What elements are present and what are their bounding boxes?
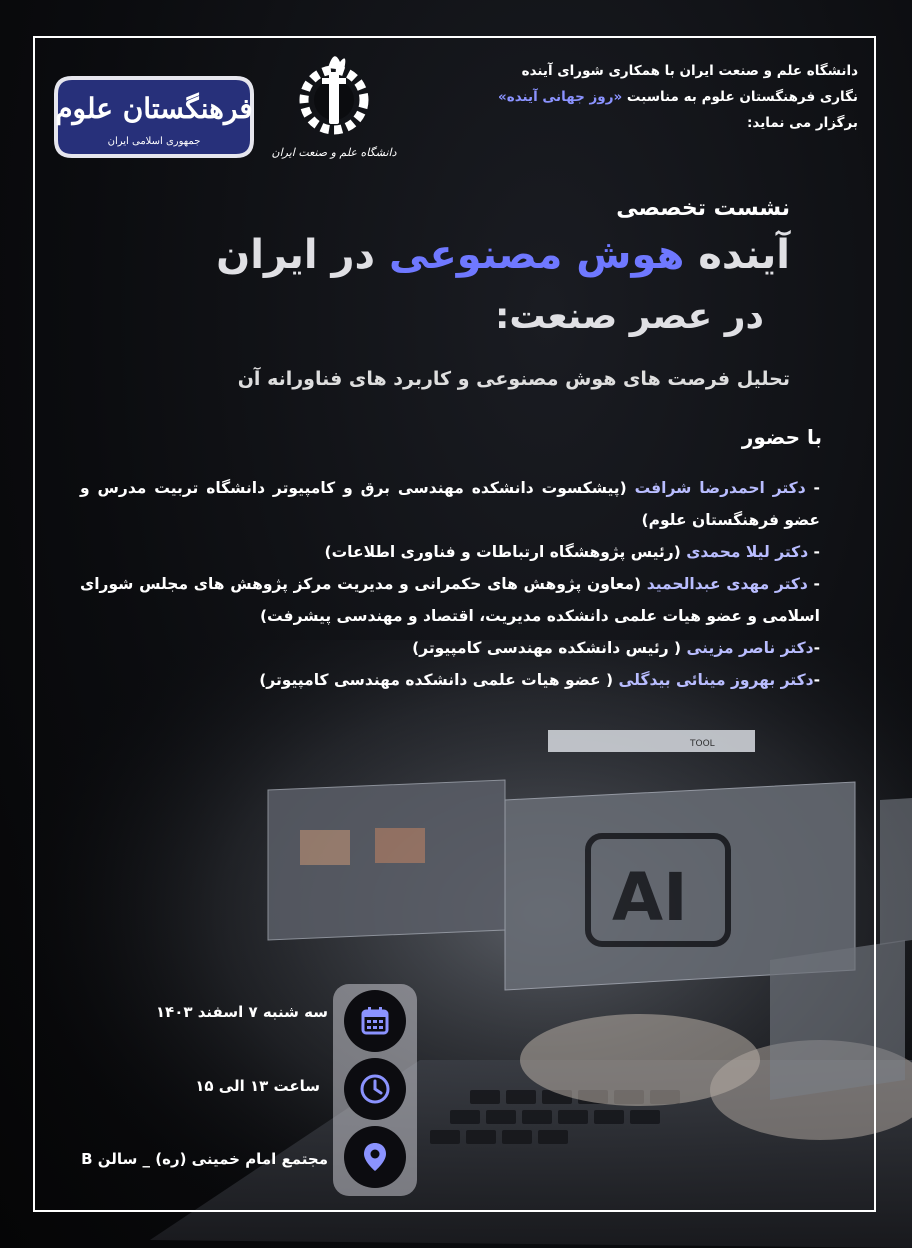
speaker-name: دکتر مهدی عبدالحمید <box>646 575 808 593</box>
search-label: TOOL <box>690 739 715 749</box>
speaker-item <box>80 472 820 536</box>
speaker-name: دکتر احمدرضا شرافت <box>634 479 806 497</box>
speaker-name: دکتر بهروز مینائی بیدگلی <box>618 671 814 689</box>
speaker-item <box>80 536 820 568</box>
intro-text <box>428 58 858 136</box>
speaker-bullet: - <box>813 639 820 657</box>
speaker-name: دکتر لیلا محمدی <box>686 543 809 561</box>
intro-line-3: برگزار می نماید: <box>747 115 858 131</box>
speaker-name: دکتر ناصر مزینی <box>686 639 814 657</box>
title-accent: هوش مصنوعی <box>388 232 685 278</box>
world-future-day: «روز جهانی آینده» <box>498 89 623 105</box>
farhangestan-logo-subtext: جمهوری اسلامی ایران <box>107 136 201 147</box>
title-after: در ایران <box>216 232 389 278</box>
speaker-item <box>80 568 820 632</box>
farhangestan-logo-text: فرهنگستان علوم <box>55 92 253 125</box>
ai-label: AI <box>612 859 688 936</box>
speaker-item <box>80 664 820 696</box>
speaker-description: (معاون پژوهش های حکمرانی و مدیریت مرکز پژوهش های مجلس شورای اسلامی و عضو هیات علمی دانشکده مدیریت، اقتصاد و مهندسی پیشرفت) <box>80 575 820 625</box>
event-subtitle: تحلیل فرصت های هوش مصنوعی و کاربرد های فناورانه آن <box>237 368 790 390</box>
event-time: ساعت ۱۳ الی ۱۵ <box>195 1077 320 1095</box>
intro-line-1: دانشگاه علم و صنعت ایران با همکاری شورای آینده <box>521 63 858 79</box>
speaker-description: ( عضو هیات علمی دانشکده مهندسی کامپیوتر) <box>259 671 619 689</box>
farhangestan-logo <box>52 74 256 160</box>
university-logo-text: دانشگاه علم و صنعت ایران <box>271 146 397 159</box>
speaker-description: ( رئیس دانشکده مهندسی کامپیوتر) <box>412 639 687 657</box>
clock-icon <box>344 1058 406 1120</box>
event-location: مجتمع امام خمینی (ره) _ سالن B <box>81 1150 328 1168</box>
speaker-description: (پیشکسوت دانشکده مهندسی برق و کامپیوتر دانشگاه تربیت مدرس و عضو فرهنگستان علوم) <box>80 479 820 529</box>
event-title-line-2: در عصر صنعت: <box>494 296 764 337</box>
calendar-icon <box>344 990 406 1052</box>
speaker-bullet: - <box>805 479 820 497</box>
university-logo <box>271 48 397 170</box>
event-date: سه شنبه ۷ اسفند ۱۴۰۳ <box>155 1003 328 1021</box>
intro-line-2 <box>428 84 858 110</box>
speaker-description: (رئیس پژوهشگاه ارتباطات و فناوری اطلاعات) <box>324 543 687 561</box>
speaker-bullet: - <box>807 575 820 593</box>
intro-line-2-text: نگاری فرهنگستان علوم به مناسبت <box>622 89 858 105</box>
torch-flame-icon <box>328 56 345 70</box>
speaker-bullet: - <box>808 543 820 561</box>
speaker-bullet: - <box>813 671 820 689</box>
title-before: آینده <box>684 232 790 278</box>
speaker-list <box>80 472 820 696</box>
location-pin-icon <box>344 1126 406 1188</box>
event-title-line-1 <box>216 232 790 278</box>
speaker-item <box>80 632 820 664</box>
event-kicker: نشست تخصصی <box>616 196 790 221</box>
presence-heading: با حضور <box>741 425 822 449</box>
